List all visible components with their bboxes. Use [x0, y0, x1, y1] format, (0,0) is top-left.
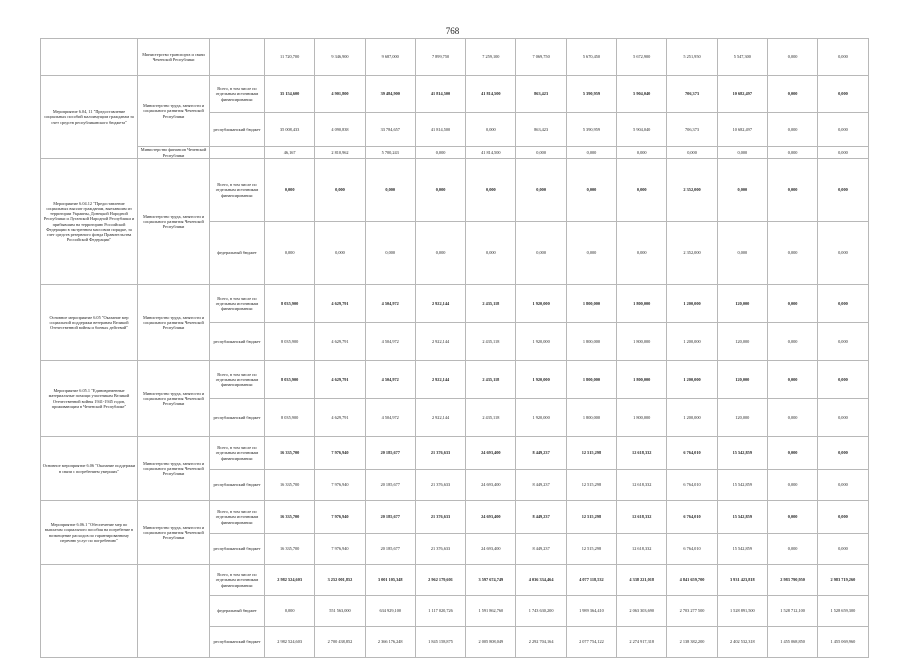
table-row [41, 147, 869, 159]
value-cell: 20 185,677 [365, 437, 415, 470]
value-cell: 16 335,700 [265, 437, 315, 470]
value-cell: 9 346,900 [315, 39, 365, 76]
value-cell: 2 703 277 500 [667, 596, 717, 627]
value-cell: 2 962 179,601 [415, 565, 465, 596]
value-cell: 0,000 [767, 39, 817, 76]
value-cell: 7 899,750 [415, 39, 465, 76]
executor-cell: Министерство труда, занятости и социального развития Чеченской Республики [138, 159, 210, 285]
funding-source-cell: Всего, в том числе по отдельным источникам финансирования: [210, 159, 265, 222]
value-cell: 35 008,433 [265, 113, 315, 147]
event-name-cell: Основное мероприятие 6.05 "Оказание мер социальной поддержки ветеранам Великой Отечественной войны и боевых действий" [41, 285, 138, 361]
value-cell: 863,423 [516, 76, 566, 113]
value-cell: 9 687,000 [365, 39, 415, 76]
value-cell: 1 528 891,500 [717, 596, 767, 627]
value-cell: 0,000 [415, 222, 465, 285]
value-cell: 0,000 [767, 501, 817, 534]
value-cell: 1 743 630,200 [516, 596, 566, 627]
value-cell: 0,000 [365, 159, 415, 222]
value-cell: 24 693,400 [466, 534, 516, 565]
value-cell: 8 449,237 [516, 470, 566, 501]
value-cell: 0,000 [466, 113, 516, 147]
value-cell: 1 800,000 [566, 323, 616, 361]
value-cell: 0,000 [767, 222, 817, 285]
funding-source-cell: федеральный бюджет [210, 596, 265, 627]
executor-cell [138, 565, 210, 658]
value-cell: 4 504,972 [365, 285, 415, 323]
value-cell: 2 922,144 [415, 399, 465, 437]
value-cell: 7 976,940 [315, 470, 365, 501]
executor-cell: Министерство труда, занятости и социального развития Чеченской Республики [138, 501, 210, 565]
value-cell: 4 629,791 [315, 323, 365, 361]
value-cell: 0,000 [767, 113, 817, 147]
funding-source-cell: республиканский бюджет [210, 399, 265, 437]
value-cell: 15 542,859 [717, 534, 767, 565]
value-cell: 1 200,000 [667, 361, 717, 399]
value-cell: 1 455 069,960 [818, 627, 868, 658]
value-cell: 3 252 001,852 [315, 565, 365, 596]
value-cell: 5 670,450 [566, 39, 616, 76]
event-name-cell: Мероприятие 6.05.1 "Единовременные материальные помощи участникам Великой Отечественной войны 1941-1945 годов, проживающим в Чеченской Республике" [41, 361, 138, 437]
value-cell: 0,000 [717, 159, 767, 222]
value-cell: 2 138 382,200 [667, 627, 717, 658]
value-cell: 0,000 [566, 159, 616, 222]
value-cell: 0,000 [818, 323, 868, 361]
value-cell: 4 901,800 [315, 76, 365, 113]
funding-source-cell: республиканский бюджет [210, 113, 265, 147]
value-cell: 0,000 [767, 323, 817, 361]
value-cell: 2 982 524,603 [265, 565, 315, 596]
value-cell: 2 402 532,318 [717, 627, 767, 658]
value-cell: 4 090,838 [315, 113, 365, 147]
value-cell: 4 504,972 [365, 323, 415, 361]
event-name-cell [41, 39, 138, 76]
value-cell: 2 983 719,260 [818, 565, 868, 596]
value-cell: 0,000 [516, 147, 566, 159]
value-cell: 3 001 105,348 [365, 565, 415, 596]
value-cell: 0,000 [315, 159, 365, 222]
event-name-cell: Мероприятие 6.04, 11 "Предоставление социальных пособий малоимущим гражданам за счет средств республиканского бюджета" [41, 76, 138, 159]
value-cell: 5 700,243 [365, 147, 415, 159]
value-cell: 8 035,900 [265, 323, 315, 361]
value-cell: 0,000 [818, 159, 868, 222]
value-cell: 1 455 068,850 [767, 627, 817, 658]
funding-source-cell: Всего, в том числе по отдельным источникам финансирования: [210, 437, 265, 470]
event-name-cell [41, 565, 138, 658]
value-cell: 39 484,900 [365, 76, 415, 113]
value-cell: 1 117 020,726 [415, 596, 465, 627]
funding-source-cell: федеральный бюджет [210, 222, 265, 285]
value-cell: 24 693,400 [466, 437, 516, 470]
table-row [41, 39, 869, 76]
value-cell: 2 700 438,852 [315, 627, 365, 658]
value-cell: 20 185,677 [365, 534, 415, 565]
value-cell: 551 563,000 [315, 596, 365, 627]
funding-source-cell [210, 147, 265, 159]
value-cell: 4 629,791 [315, 399, 365, 437]
value-cell: 120,000 [717, 323, 767, 361]
value-cell: 8 035,900 [265, 361, 315, 399]
value-cell: 15 542,859 [717, 437, 767, 470]
value-cell: 1 920,000 [516, 361, 566, 399]
value-cell: 0,000 [818, 501, 868, 534]
value-cell: 0,000 [265, 159, 315, 222]
value-cell: 24 693,400 [466, 501, 516, 534]
value-cell: 24 693,400 [466, 470, 516, 501]
executor-cell: Министерство труда, занятости и социального развития Чеченской Республики [138, 285, 210, 361]
value-cell: 6 764,010 [667, 501, 717, 534]
value-cell: 41 814,500 [466, 76, 516, 113]
value-cell: 706,373 [667, 76, 717, 113]
value-cell: 4 629,791 [315, 361, 365, 399]
value-cell: 0,000 [767, 147, 817, 159]
value-cell: 4 077 118,532 [566, 565, 616, 596]
value-cell: 5 904,040 [617, 76, 667, 113]
value-cell: 8 449,237 [516, 437, 566, 470]
value-cell: 0,000 [466, 159, 516, 222]
executor-cell: Министерство труда, занятости и социального развития Чеченской Республики [138, 361, 210, 437]
value-cell: 2 366 176,248 [365, 627, 415, 658]
value-cell: 7 976,940 [315, 501, 365, 534]
table-row [41, 565, 869, 596]
value-cell: 634 929,100 [365, 596, 415, 627]
table-row [41, 76, 869, 113]
value-cell: 1 800,000 [617, 285, 667, 323]
value-cell: 2 435,118 [466, 323, 516, 361]
value-cell: 12 515,298 [566, 470, 616, 501]
value-cell: 1 845 158,875 [415, 627, 465, 658]
value-cell: 2 435,118 [466, 361, 516, 399]
value-cell: 4 504,972 [365, 361, 415, 399]
value-cell: 0,000 [415, 159, 465, 222]
page-number: 768 [445, 26, 460, 36]
value-cell: 16 335,700 [265, 501, 315, 534]
value-cell: 0,000 [265, 222, 315, 285]
value-cell: 8 035,900 [265, 399, 315, 437]
value-cell: 706,373 [667, 113, 717, 147]
value-cell: 12 515,298 [566, 501, 616, 534]
value-cell: 0,000 [818, 361, 868, 399]
funding-source-cell: республиканский бюджет [210, 534, 265, 565]
value-cell: 0,000 [767, 159, 817, 222]
value-cell: 0,000 [818, 147, 868, 159]
value-cell: 8 035,900 [265, 285, 315, 323]
value-cell: 12 618,332 [617, 534, 667, 565]
value-cell: 0,000 [767, 285, 817, 323]
value-cell: 0,000 [767, 361, 817, 399]
value-cell: 0,000 [717, 147, 767, 159]
value-cell: 5 251,950 [667, 39, 717, 76]
executor-cell: Министерство транспорта и связи Чеченской Республики [138, 39, 210, 76]
value-cell: 0,000 [466, 222, 516, 285]
value-cell: 2 077 754,122 [566, 627, 616, 658]
value-cell: 11 720,700 [265, 39, 315, 76]
executor-cell: Министерство финансов Чеченской Республики [138, 147, 210, 159]
value-cell: 0,000 [767, 437, 817, 470]
value-cell: 5 904,040 [617, 113, 667, 147]
value-cell: 12 618,332 [617, 501, 667, 534]
value-cell: 0,000 [818, 39, 868, 76]
funding-source-cell: Всего, в том числе по отдельным источникам финансирования: [210, 565, 265, 596]
value-cell: 0,000 [566, 222, 616, 285]
table-row [41, 159, 869, 222]
value-cell: 0,000 [667, 147, 717, 159]
value-cell: 12 618,332 [617, 470, 667, 501]
value-cell: 2 922,144 [415, 361, 465, 399]
value-cell: 0,000 [818, 76, 868, 113]
value-cell: 2 922,144 [415, 285, 465, 323]
value-cell: 2 810,962 [315, 147, 365, 159]
value-cell: 1 200,000 [667, 399, 717, 437]
value-cell: 41 814,500 [415, 76, 465, 113]
value-cell: 41 814,500 [466, 147, 516, 159]
value-cell: 20 185,677 [365, 501, 415, 534]
value-cell: 4 841 659,700 [667, 565, 717, 596]
value-cell: 1 200,000 [667, 285, 717, 323]
value-cell: 0,000 [818, 222, 868, 285]
value-cell: 2 435,118 [466, 285, 516, 323]
value-cell: 120,000 [717, 285, 767, 323]
value-cell: 2 274 917,318 [617, 627, 667, 658]
value-cell: 46,167 [265, 147, 315, 159]
value-cell: 0,000 [617, 147, 667, 159]
value-cell: 2 063 303,690 [617, 596, 667, 627]
funding-source-cell: Всего, в том числе по отдельным источникам финансирования: [210, 361, 265, 399]
value-cell: 0,000 [818, 285, 868, 323]
value-cell: 1 800,000 [617, 323, 667, 361]
value-cell: 6 764,010 [667, 534, 717, 565]
value-cell: 5 390,959 [566, 113, 616, 147]
value-cell: 1 800,000 [566, 361, 616, 399]
value-cell: 0,000 [365, 222, 415, 285]
executor-cell: Министерство труда, занятости и социального развития Чеченской Республики [138, 437, 210, 501]
value-cell: 7 976,940 [315, 534, 365, 565]
value-cell: 0,000 [315, 222, 365, 285]
value-cell: 0,000 [617, 222, 667, 285]
event-name-cell: Мероприятие 6.04.12 "Предоставление социальных выплат гражданам, выехавшим из территории Украины, Донецкой Народной Республики и Луганской Народной Республики и прибывшим на территорию Российской Федерации в экстренном массовом порядке, за счет средств резервного фонда Правительства Российской Федерации" [41, 159, 138, 285]
value-cell: 0,000 [617, 159, 667, 222]
funding-source-cell: Всего, в том числе по отдельным источникам финансирования: [210, 285, 265, 323]
funding-source-cell: Всего, в том числе по отдельным источникам финансирования: [210, 76, 265, 113]
value-cell: 15 542,859 [717, 470, 767, 501]
value-cell: 0,000 [818, 399, 868, 437]
table-row [41, 437, 869, 470]
funding-source-cell: республиканский бюджет [210, 470, 265, 501]
executor-cell: Министерство труда, занятости и социального развития Чеченской Республики [138, 76, 210, 147]
funding-source-cell: республиканский бюджет [210, 627, 265, 658]
value-cell: 0,000 [818, 113, 868, 147]
value-cell: 2 292 704,164 [516, 627, 566, 658]
value-cell: 8 449,237 [516, 534, 566, 565]
value-cell: 12 515,298 [566, 437, 616, 470]
value-cell: 1 800,000 [617, 361, 667, 399]
value-cell: 120,000 [717, 399, 767, 437]
value-cell: 0,000 [717, 222, 767, 285]
value-cell: 20 185,677 [365, 470, 415, 501]
value-cell: 10 682,497 [717, 76, 767, 113]
value-cell: 5 390,959 [566, 76, 616, 113]
value-cell: 0,000 [566, 147, 616, 159]
value-cell: 6 764,010 [667, 470, 717, 501]
table-row [41, 361, 869, 399]
value-cell: 5 672,900 [617, 39, 667, 76]
value-cell: 4 629,791 [315, 285, 365, 323]
value-cell: 1 800,000 [566, 285, 616, 323]
funding-source-cell: республиканский бюджет [210, 323, 265, 361]
value-cell: 2 982 524,603 [265, 627, 315, 658]
value-cell: 2 922,144 [415, 323, 465, 361]
value-cell: 33 784,657 [365, 113, 415, 147]
budget-table [40, 38, 869, 658]
value-cell: 1 528 659,300 [818, 596, 868, 627]
event-name-cell: Мероприятие 6.06.1 "Обеспечение мер по выплатам социального пособия на погребение в возмещение расходов по гарантированному перечню услуг по погребению" [41, 501, 138, 565]
value-cell: 0,000 [767, 470, 817, 501]
value-cell: 21 376,633 [415, 470, 465, 501]
value-cell: 3 931 423,818 [717, 565, 767, 596]
value-cell: 1 920,000 [516, 285, 566, 323]
value-cell: 7 976,940 [315, 437, 365, 470]
value-cell: 1 591 862,760 [466, 596, 516, 627]
value-cell: 5 547,300 [717, 39, 767, 76]
value-cell: 4 504,972 [365, 399, 415, 437]
value-cell: 1 528 712,100 [767, 596, 817, 627]
value-cell: 1 200,000 [667, 323, 717, 361]
value-cell: 16 335,700 [265, 534, 315, 565]
value-cell: 2 435,118 [466, 399, 516, 437]
value-cell: 1 800,000 [566, 399, 616, 437]
value-cell: 15 542,859 [717, 501, 767, 534]
value-cell: 2 983 790,950 [767, 565, 817, 596]
value-cell: 1 800,000 [617, 399, 667, 437]
value-cell: 6 764,010 [667, 437, 717, 470]
value-cell: 16 335,700 [265, 470, 315, 501]
value-cell: 12 515,298 [566, 534, 616, 565]
value-cell: 0,000 [818, 534, 868, 565]
value-cell: 7 069,750 [516, 39, 566, 76]
value-cell: 8 449,237 [516, 501, 566, 534]
value-cell: 21 376,633 [415, 501, 465, 534]
value-cell: 0,000 [767, 76, 817, 113]
value-cell: 2 005 808,049 [466, 627, 516, 658]
value-cell: 1 920,000 [516, 399, 566, 437]
value-cell: 1 989 364,410 [566, 596, 616, 627]
value-cell: 4 338 221,018 [617, 565, 667, 596]
value-cell: 35 154,600 [265, 76, 315, 113]
table-row [41, 285, 869, 323]
event-name-cell: Основное мероприятие 6.06 "Оказание поддержки в связи с погребением умерших" [41, 437, 138, 501]
value-cell: 7 259,100 [466, 39, 516, 76]
value-cell: 0,000 [516, 159, 566, 222]
table-row [41, 501, 869, 534]
value-cell: 0,000 [818, 470, 868, 501]
funding-source-cell [210, 39, 265, 76]
value-cell: 120,000 [717, 361, 767, 399]
value-cell: 0,000 [265, 596, 315, 627]
value-cell: 3 597 674,749 [466, 565, 516, 596]
value-cell: 21 376,633 [415, 437, 465, 470]
value-cell: 0,000 [767, 399, 817, 437]
value-cell: 10 682,497 [717, 113, 767, 147]
funding-source-cell: Всего, в том числе по отдельным источникам финансирования: [210, 501, 265, 534]
value-cell: 863,423 [516, 113, 566, 147]
value-cell: 12 618,332 [617, 437, 667, 470]
value-cell: 1 920,000 [516, 323, 566, 361]
value-cell: 0,000 [767, 534, 817, 565]
value-cell: 2 352,000 [667, 159, 717, 222]
value-cell: 4 036 334,464 [516, 565, 566, 596]
budget-table-body [41, 39, 869, 658]
value-cell: 21 376,633 [415, 534, 465, 565]
value-cell: 0,000 [415, 147, 465, 159]
value-cell: 0,000 [818, 437, 868, 470]
value-cell: 2 352,000 [667, 222, 717, 285]
value-cell: 41 814,500 [415, 113, 465, 147]
value-cell: 0,000 [516, 222, 566, 285]
